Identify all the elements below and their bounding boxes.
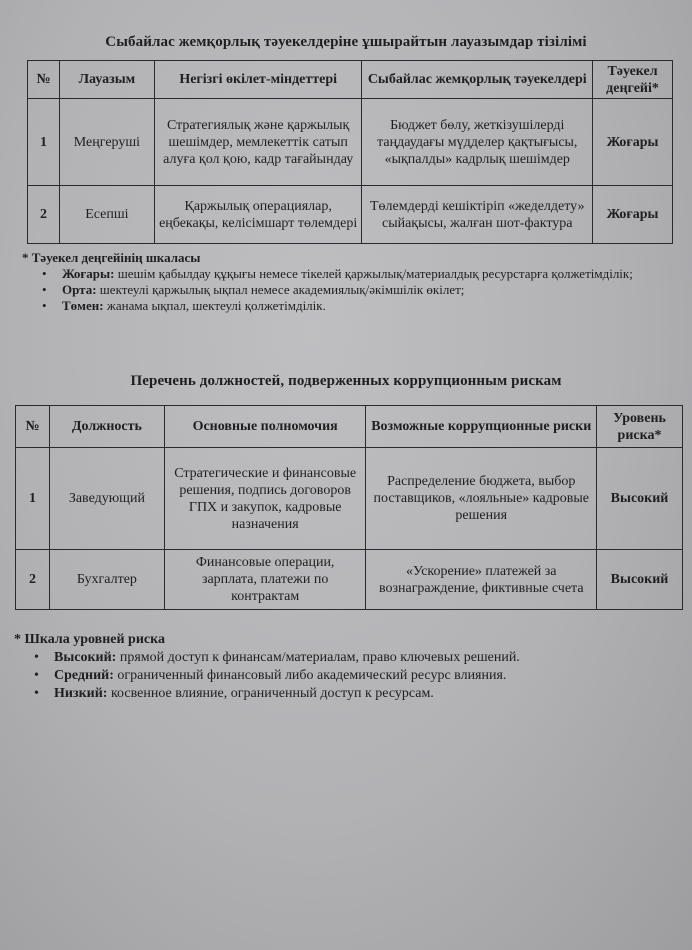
scale-heading: * Шкала уровней риска bbox=[14, 632, 165, 647]
table-header-row bbox=[16, 406, 683, 448]
row-duties: Қаржылық операциялар, еңбекақы, келісімшарт төлемдері bbox=[154, 186, 362, 244]
table-row bbox=[16, 550, 683, 610]
header-num: № bbox=[28, 61, 60, 99]
header-risks: Сыбайлас жемқорлық тәуекелдері bbox=[362, 61, 593, 99]
header-risks: Возможные коррупционные риски bbox=[366, 406, 597, 448]
list-item bbox=[54, 649, 674, 667]
row-num: 1 bbox=[28, 99, 60, 186]
row-duties: Стратегиялық және қаржылық шешімдер, мемлекеттік сатып алуға қол қою, кадр тағайындау bbox=[154, 99, 362, 186]
kz-risk-table bbox=[27, 60, 673, 244]
list-item bbox=[62, 282, 662, 298]
row-position: Есепші bbox=[59, 186, 154, 244]
row-level: Высокий bbox=[597, 550, 683, 610]
row-level: Высокий bbox=[597, 448, 683, 550]
ru-title: Перечень должностей, подверженных коррупционным рискам bbox=[130, 373, 562, 389]
header-duties: Негізгі өкілет-міндеттері bbox=[154, 61, 362, 99]
row-num: 2 bbox=[28, 186, 60, 244]
header-level: Тәуекел деңгейі* bbox=[593, 61, 673, 99]
row-level: Жоғары bbox=[593, 99, 673, 186]
scale-term: Орта: bbox=[62, 282, 97, 297]
row-duties: Стратегические и финансовые решения, подпись договоров ГПХ и закупок, кадровые назначения bbox=[164, 448, 366, 550]
row-position: Бухгалтер bbox=[49, 550, 164, 610]
table-row bbox=[16, 448, 683, 550]
scale-text: ограниченный финансовый либо академический ресурс влияния. bbox=[113, 668, 507, 683]
row-position: Меңгеруші bbox=[59, 99, 154, 186]
row-risks: Бюджет бөлу, жеткізушілерді таңдаудағы мүдделер қақтығысы, «ықпалды» кадрлық шешімдер bbox=[362, 99, 593, 186]
ru-risk-table bbox=[15, 405, 683, 610]
row-risks: «Ускорение» платежей за вознаграждение, фиктивные счета bbox=[366, 550, 597, 610]
header-position: Лауазым bbox=[59, 61, 154, 99]
scale-term: Высокий: bbox=[54, 650, 117, 665]
ru-risk-scale bbox=[14, 631, 674, 703]
kz-risk-scale bbox=[22, 250, 662, 314]
scale-list bbox=[22, 266, 662, 314]
header-duties: Основные полномочия bbox=[164, 406, 366, 448]
header-num: № bbox=[16, 406, 50, 448]
row-risks: Распределение бюджета, выбор поставщиков, «лояльные» кадровые решения bbox=[366, 448, 597, 550]
scale-text: прямой доступ к финансам/материалам, право ключевых решений. bbox=[116, 650, 520, 665]
list-item bbox=[62, 266, 662, 282]
scale-text: шешім қабылдау құқығы немесе тікелей қаржылық/материалдық ресурстарға қолжетімділік; bbox=[114, 266, 633, 281]
scale-list bbox=[14, 649, 674, 703]
scale-term: Средний: bbox=[54, 668, 114, 683]
scale-text: косвенное влияние, ограниченный доступ к ресурсам. bbox=[107, 686, 434, 701]
scale-term: Низкий: bbox=[54, 686, 108, 701]
header-position: Должность bbox=[49, 406, 164, 448]
row-num: 2 bbox=[16, 550, 50, 610]
scale-term: Төмен: bbox=[62, 298, 104, 313]
row-level: Жоғары bbox=[593, 186, 673, 244]
table-row bbox=[28, 99, 673, 186]
header-level: Уровень риска* bbox=[597, 406, 683, 448]
list-item bbox=[54, 667, 674, 685]
table-row bbox=[28, 186, 673, 244]
list-item bbox=[62, 298, 662, 314]
row-duties: Финансовые операции, зарплата, платежи по контрактам bbox=[164, 550, 366, 610]
scale-term: Жоғары: bbox=[62, 266, 115, 281]
row-position: Заведующий bbox=[49, 448, 164, 550]
row-num: 1 bbox=[16, 448, 50, 550]
scale-heading: * Тәуекел деңгейінің шкаласы bbox=[22, 250, 201, 265]
row-risks: Төлемдерді кешіктіріп «жеделдету» сыйақысы, жалған шот-фактура bbox=[362, 186, 593, 244]
scale-text: жанама ықпал, шектеулі қолжетімділік. bbox=[103, 298, 326, 313]
scale-text: шектеулі қаржылық ықпал немесе академиялық/әкімшілік өкілет; bbox=[96, 282, 465, 297]
list-item bbox=[54, 685, 674, 703]
table-header-row bbox=[28, 61, 673, 99]
kz-title: Сыбайлас жемқорлық тәуекелдеріне ұшырайтын лауазымдар тізілімі bbox=[105, 34, 587, 50]
